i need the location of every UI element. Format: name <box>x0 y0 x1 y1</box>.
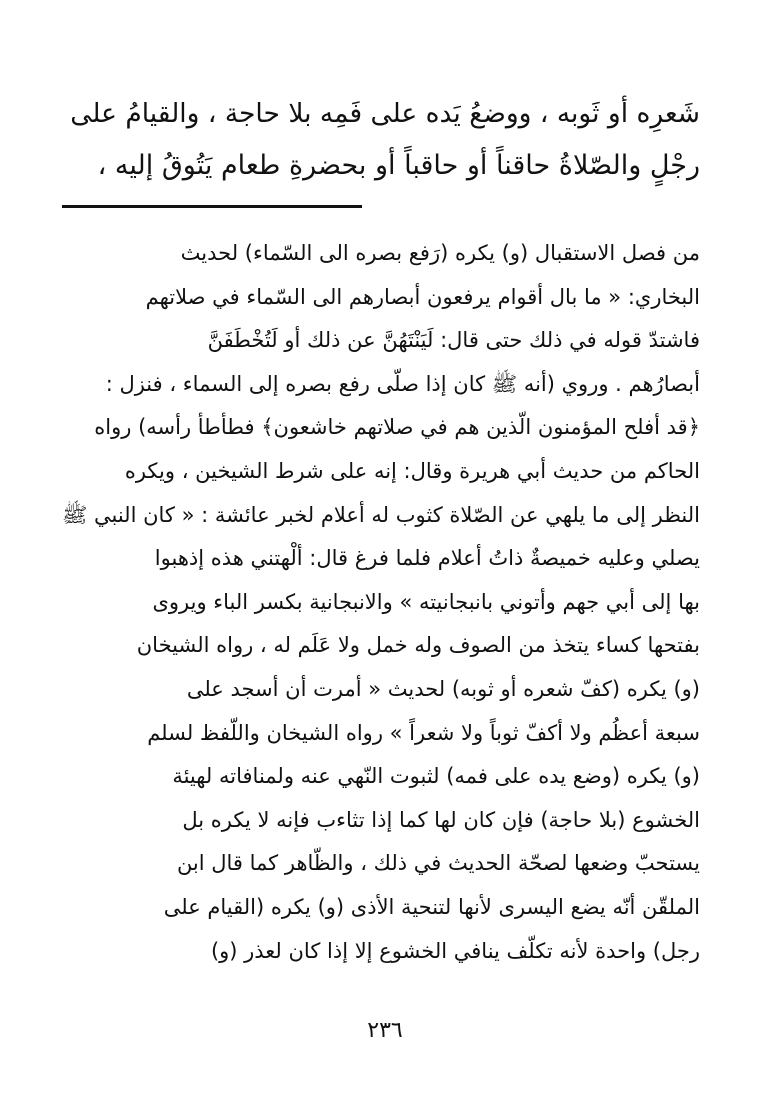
footnote-line: من فصل الاستقبال (و) يكره (رَفع بصره الى السّماء) لحديث <box>180 241 700 265</box>
footnote-line: النظر إلى ما يلهي عن الصّلاة كثوب له أعلام لخبر عائشة : « كان النبي ﷺ <box>61 502 700 527</box>
footnote-line: الملقّن أنّه يضع اليسرى لأنها لتنحية الأذى (و) يكره (القيام على <box>163 894 700 919</box>
footnote-line: (و) يكره (كفّ شعره أو ثوبه) لحديث « أمرت أن أسجد على <box>186 676 700 701</box>
footnote-line: يصلي وعليه خميصةٌ ذاتُ أعلام فلما فرغ قال: ألْهتني هذه إذهبوا <box>154 546 700 571</box>
main-text-block <box>60 88 700 192</box>
footnote-block <box>60 232 700 973</box>
footnote-line: يستحبّ وضعها لصحّة الحديث في ذلك ، والظّاهر كما قال ابن <box>176 851 700 876</box>
main-text-line: شَعرِه أو ثَوبه ، ووضعُ يَده على فَمِه بلا حاجة ، والقيامُ على <box>70 98 700 129</box>
main-text-line: رجْلٍ والصّلاةُ حاقناً أو حاقباً أو بحضرةِ طعام يَتُوقُ إليه ، <box>97 150 700 181</box>
footnote-line: ﴿قد أفلح المؤمنون الّذين هم في صلاتهم خاشعون﴾ فطأطأ رأسه) رواه <box>94 415 700 440</box>
footnote-divider <box>62 205 362 208</box>
footnote-line: أبصارُهم . وروي (أنه ﷺ كان إذا صلّى رفع بصره إلى السماء ، فنزل : <box>105 371 700 396</box>
footnote-line: فاشتدّ قوله في ذلك حتى قال: لَيَنْتَهُنَّ عن ذلك أو لَتُخْطَفَنَّ <box>207 328 700 353</box>
footnote-line: الحاكم من حديث أبي هريرة وقال: إنه على شرط الشيخين ، ويكره <box>124 458 700 483</box>
footnote-line: بها إلى أبي جهم وأتوني بانبجانيته » والانبجانية بكسر الباء ويروى <box>152 589 700 614</box>
footnote-line: سبعة أعظُم ولا أكفّ ثوباً ولا شعراً » رواه الشيخان واللّفظ لسلم <box>147 720 700 745</box>
footnote-line: البخاري: « ما بال أقوام يرفعون أبصارهم الى السّماء في صلاتهم <box>145 284 700 309</box>
footnote-line: رجل) واحدة لأنه تكلّف ينافي الخشوع إلا إذا كان لعذر (و) <box>210 938 700 963</box>
page-number: ٢٣٦ <box>367 1018 403 1043</box>
footnote-line: الخشوع (بلا حاجة) فإن كان لها كما إذا تثاءب فإنه لا يكره بل <box>182 807 700 832</box>
footnote-line: بفتحها كساء يتخذ من الصوف وله خمل ولا عَلَم له ، رواه الشيخان <box>136 633 700 658</box>
footnote-line: (و) يكره (وضع يده على فمه) لثبوت النّهي عنه ولمنافاته لهيئة <box>172 764 700 789</box>
